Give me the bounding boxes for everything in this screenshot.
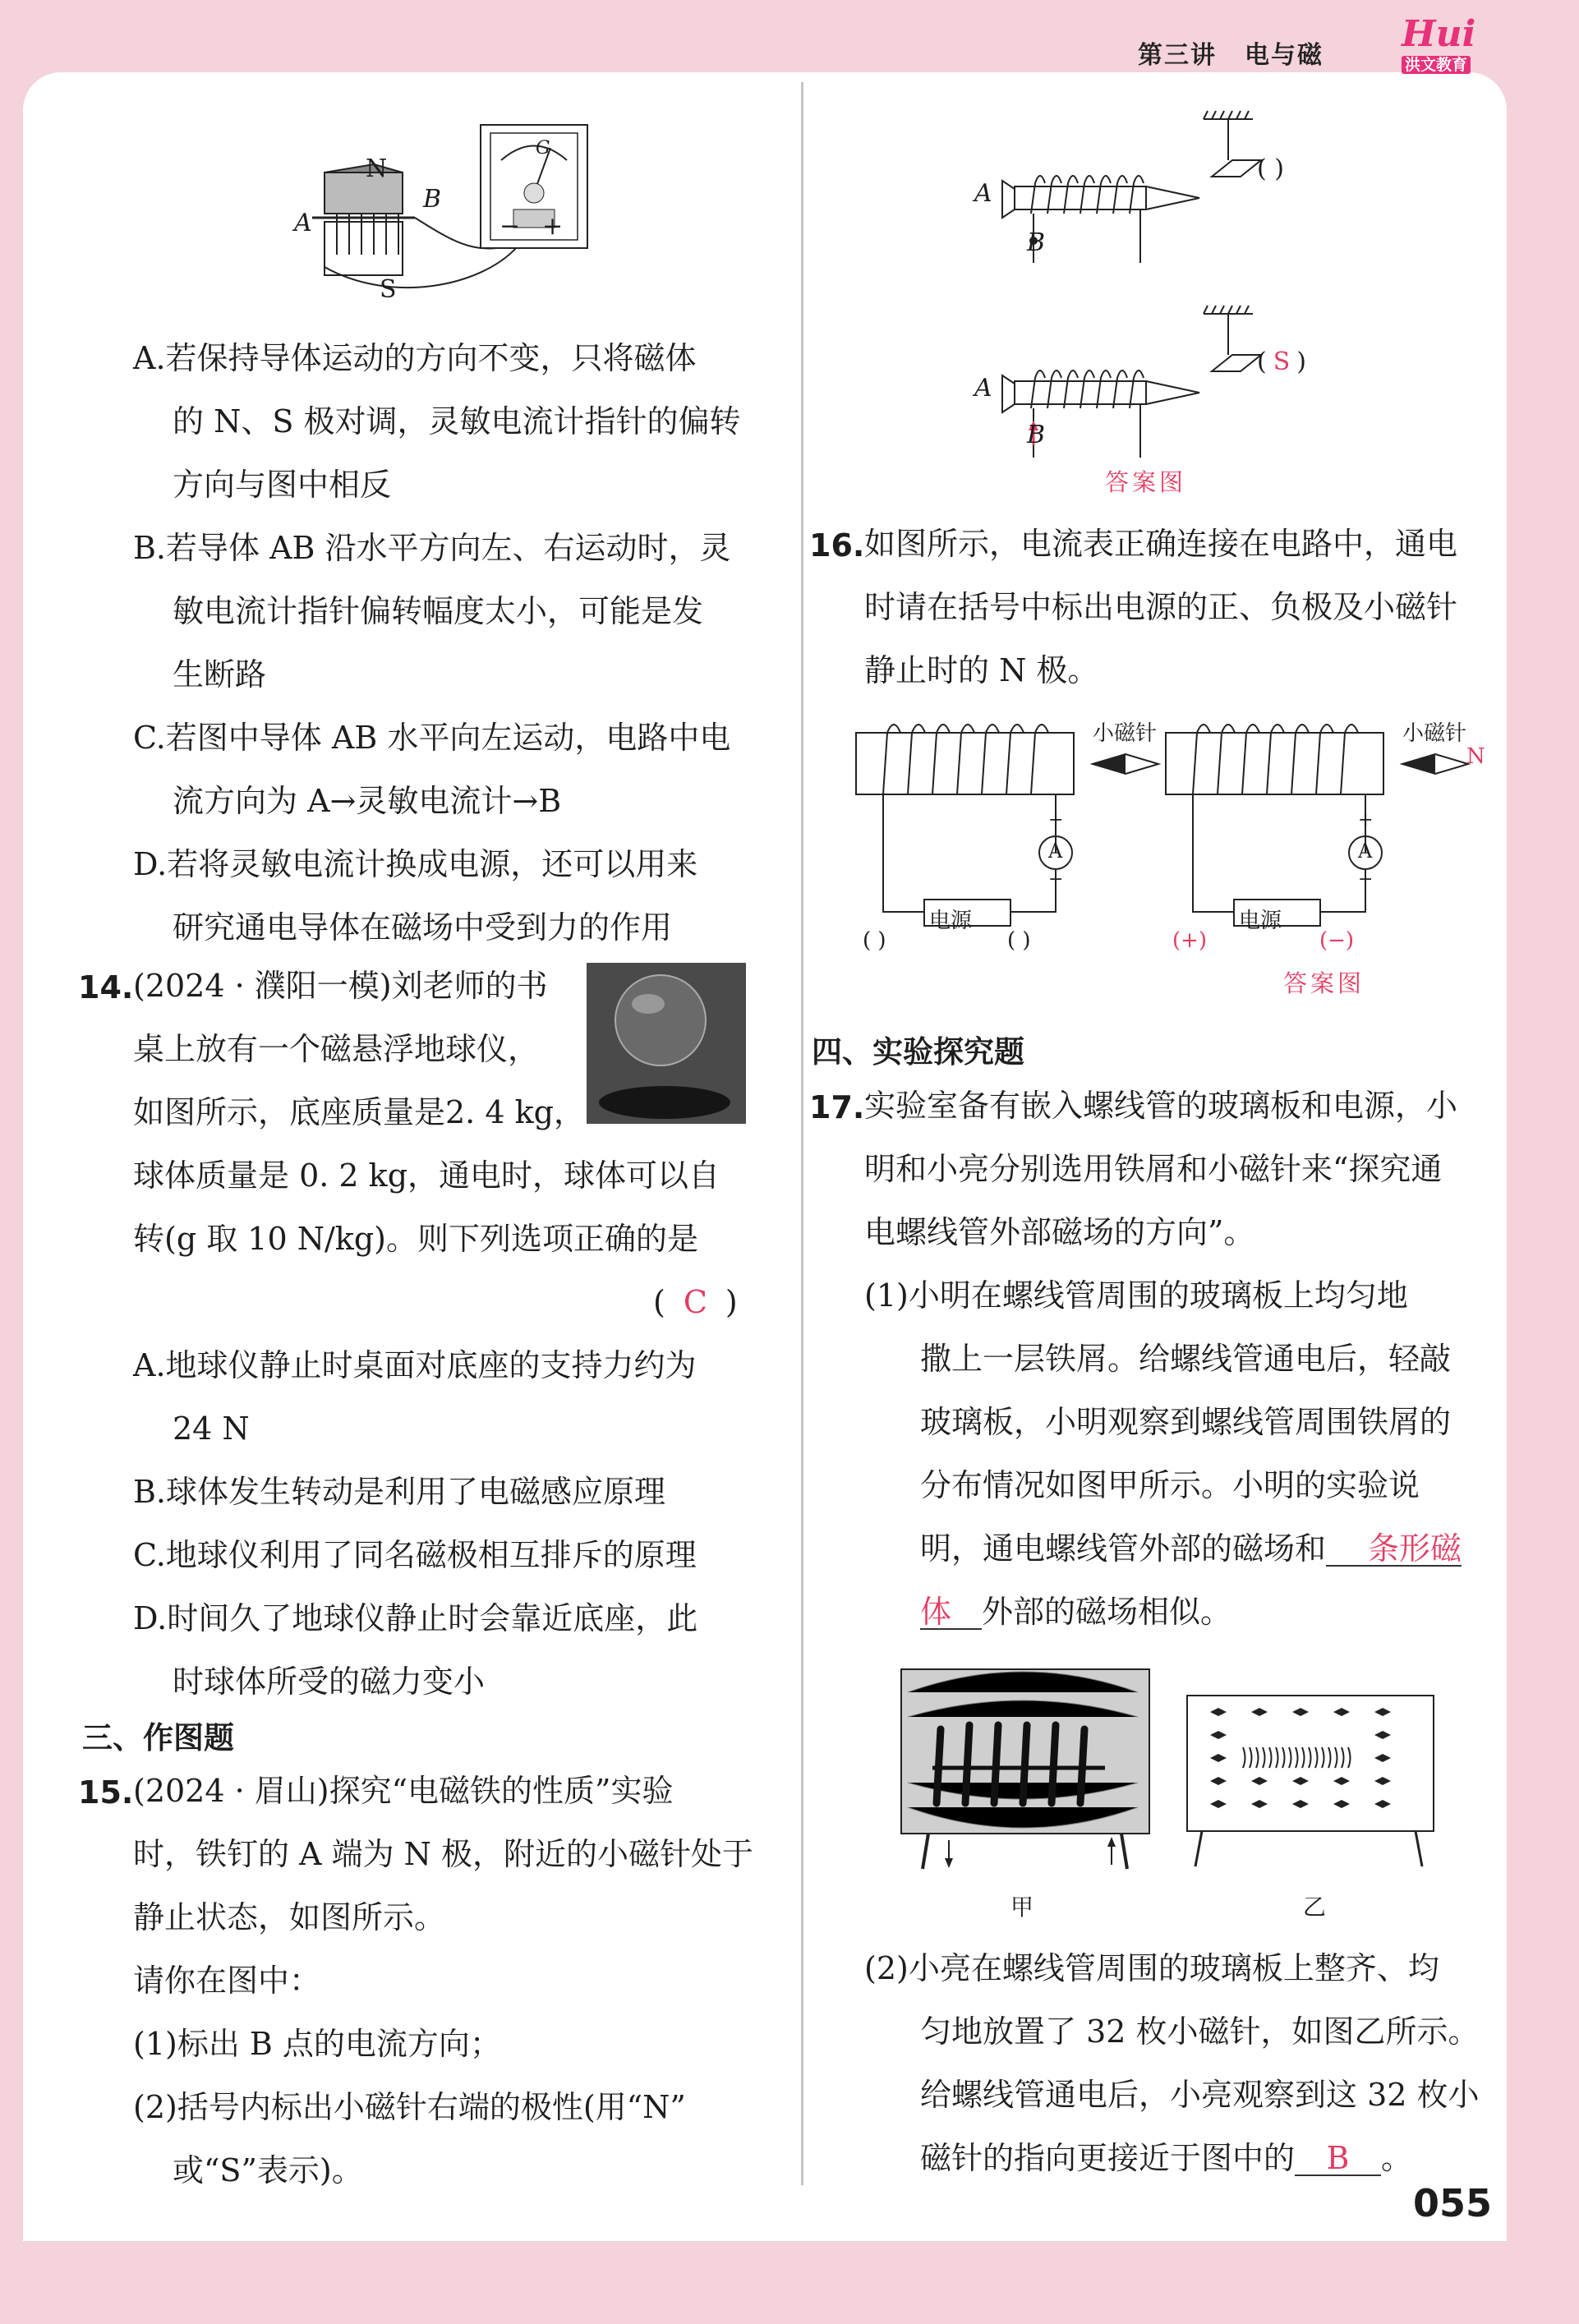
q17-line3: 电螺线管外部磁场的方向”。 xyxy=(864,1214,1255,1250)
q17-p1-line5-text: 明，通电螺线管外部的磁场和 xyxy=(920,1530,1327,1567)
q17-p1-line6 xyxy=(920,1595,1231,1630)
q16-a-right-answer: (−) xyxy=(1319,928,1355,953)
q17-number: 17. xyxy=(809,1089,865,1125)
q13-figure xyxy=(292,115,604,304)
q15-paren-r: ) xyxy=(1296,347,1306,376)
logo-script: Hui xyxy=(1402,13,1476,55)
q13-optA-line3: 方向与图中相反 xyxy=(173,467,392,503)
q16-line3: 静止时的 N 极。 xyxy=(864,652,1099,688)
q14-optC: C.地球仪利用了同名磁极相互排斥的原理 xyxy=(133,1537,697,1573)
q13-optD-line2: 研究通电导体在磁场中受到力的作用 xyxy=(173,909,673,946)
q17-p2-line4 xyxy=(920,2142,1412,2176)
q17-p1-tail: 外部的磁场相似。 xyxy=(982,1594,1232,1630)
q16-q-needle-label: 小磁针 xyxy=(1093,721,1158,746)
q17-p2-line1: (2)小亮在螺线管周围的玻璃板上整齐、均 xyxy=(864,1950,1439,1986)
q15-fig1-label-B: B xyxy=(1027,228,1046,257)
q14-optB: B.球体发生转动是利用了电磁感应原理 xyxy=(133,1474,666,1510)
q14-globe-photo xyxy=(587,963,746,1124)
section-4-title: 四、实验探究题 xyxy=(812,1034,1024,1070)
q16-q-minus: − xyxy=(1048,869,1064,890)
q13-optD-line1: D.若将灵敏电流计换成电源，还可以用来 xyxy=(133,846,698,882)
q17-line1: 实验室备有嵌入螺线管的玻璃板和电源，小 xyxy=(864,1088,1458,1124)
q16-line2: 时请在括号中标出电源的正、负极及小磁针 xyxy=(864,589,1458,625)
column-divider xyxy=(801,82,803,2185)
q15-fig2-answer-paren xyxy=(1257,347,1306,376)
q15-line6: (2)括号内标出小磁针右端的极性(用“N” xyxy=(133,2089,686,2125)
q16-circuit-question xyxy=(854,723,1150,945)
q15-fig1-blank: ( ) xyxy=(1257,154,1284,183)
publisher-logo xyxy=(1402,13,1476,79)
q13-optB-line3: 生断路 xyxy=(173,656,267,693)
page-header xyxy=(1138,35,1324,71)
q13-optB-line2: 敏电流计指针偏转幅度太小，可能是发 xyxy=(173,593,704,629)
q16-a-needle-label: 小磁针 xyxy=(1402,721,1467,746)
q13-label-B: B xyxy=(423,185,442,214)
q14-line3: 如图所示，底座质量是2. 4 kg， xyxy=(133,1094,585,1130)
q17-p1-line4: 分布情况如图甲所示。小明的实验说 xyxy=(920,1467,1420,1503)
q17-line2: 明和小亮分别选用铁屑和小磁针来“探究通 xyxy=(864,1151,1443,1187)
q14-optD-line1: D.时间久了地球仪静止时会靠近底座，此 xyxy=(133,1600,698,1636)
q17-label-jia: 甲 xyxy=(1010,1894,1034,1921)
page-number: 055 xyxy=(1413,2181,1493,2225)
q15-answer-caption: 答案图 xyxy=(1105,468,1187,496)
q16-number: 16. xyxy=(809,527,865,564)
q14-line2: 桌上放有一个磁悬浮地球仪， xyxy=(133,1031,540,1067)
q13-optA-line1: A.若保持导体运动的方向不变，只将磁体 xyxy=(133,340,697,376)
q17-p1-line5 xyxy=(920,1532,1462,1567)
q14-paren-close: ) xyxy=(725,1284,738,1320)
q15-fig1-label-A: A xyxy=(974,179,992,208)
q13-optA-line2: 的 N、S 极对调，灵敏电流计指针的偏转 xyxy=(173,403,741,439)
q14-optD-line2: 时球体所受的磁力变小 xyxy=(173,1664,486,1700)
q15-line2: 时，铁钉的 A 端为 N 极，附近的小磁针处于 xyxy=(133,1836,754,1872)
q15-fig2-label-A: A xyxy=(974,374,992,403)
q17-p2-line3: 给螺线管通电后，小亮观察到这 32 枚小 xyxy=(920,2077,1480,2113)
q17-answer2: B xyxy=(1295,2142,1381,2176)
q17-p1-line3: 玻璃板，小明观察到螺线管周围铁屑的 xyxy=(920,1404,1452,1440)
q15-line3: 静止状态，如图所示。 xyxy=(133,1899,446,1935)
q13-label-S: S xyxy=(380,275,397,304)
q13-label-minus: − xyxy=(499,212,521,241)
q15-line4: 请你在图中： xyxy=(133,1963,321,1999)
q13-label-plus: + xyxy=(542,212,564,241)
q17-figure-yi xyxy=(1185,1694,1440,1875)
q14-paren-open: ( xyxy=(653,1284,665,1320)
q15-line1: (2024 · 眉山)探究“电磁铁的性质”实验 xyxy=(133,1773,674,1809)
q16-a-N-answer: N xyxy=(1466,744,1485,769)
q15-line7: 或“S”表示)。 xyxy=(173,2152,363,2188)
q15-line5: (1)标出 B 点的电流方向； xyxy=(133,2026,501,2062)
q13-optC-line1: C.若图中导体 AB 水平向左运动，电路中电 xyxy=(133,720,731,756)
q16-line1: 如图所示，电流表正确连接在电路中，通电 xyxy=(864,526,1458,562)
q14-number: 14. xyxy=(78,969,134,1006)
topic-label: 电与磁 xyxy=(1245,41,1324,70)
q13-optC-line2: 流方向为 A→灵敏电流计→B xyxy=(173,783,562,819)
q17-p1-line1: (1)小明在螺线管周围的玻璃板上均匀地 xyxy=(864,1277,1408,1314)
q14-line5: 转(g 取 10 N/kg)。则下列选项正确的是 xyxy=(133,1221,698,1257)
q16-q-blank-left: ( ) xyxy=(863,928,886,953)
q14-line1: (2024 · 濮阳一模)刘老师的书 xyxy=(133,968,548,1004)
q16-a-source: 电源 xyxy=(1239,909,1282,933)
q17-answer1a: 条形磁 xyxy=(1326,1532,1462,1567)
q14-answer: C xyxy=(683,1284,707,1320)
q16-q-meter: A xyxy=(1048,840,1063,863)
q16-a-left-answer: (+) xyxy=(1172,928,1208,953)
q13-label-G: G xyxy=(536,138,550,159)
q17-answer1b: 体 xyxy=(920,1595,982,1630)
q17-p2-line4-text: 磁针的指向更接近于图中的 xyxy=(920,2140,1296,2176)
q16-q-plus: + xyxy=(1048,810,1064,831)
q15-answer: S xyxy=(1273,347,1291,376)
q16-a-minus: − xyxy=(1358,869,1374,890)
q16-a-plus: + xyxy=(1358,810,1374,831)
q17-p2-line2: 匀地放置了 32 枚小磁针，如图乙所示。 xyxy=(920,2013,1480,2050)
q16-a-meter: A xyxy=(1358,840,1373,863)
q14-optA-line2: 24 N xyxy=(173,1411,250,1447)
q14-line4: 球体质量是 0. 2 kg，通电时，球体可以自 xyxy=(133,1157,720,1194)
section-3-title: 三、作图题 xyxy=(82,1720,234,1756)
q17-figure-jia xyxy=(900,1668,1154,1881)
q16-q-source: 电源 xyxy=(929,909,973,933)
q15-fig2-label-B: B xyxy=(1027,421,1046,449)
q13-optB-line1: B.若导体 AB 沿水平方向左、右运动时，灵 xyxy=(133,530,731,566)
q15-number: 15. xyxy=(78,1774,134,1811)
q16-circuit-answer xyxy=(1164,723,1460,945)
q13-label-N: N xyxy=(366,154,388,183)
q15-paren-l: ( xyxy=(1257,347,1267,376)
q14-optA-line1: A.地球仪静止时桌面对底座的支持力约为 xyxy=(133,1347,697,1383)
q17-p1-line2: 撒上一层铁屑。给螺线管通电后，轻敲 xyxy=(920,1341,1452,1377)
q16-answer-caption: 答案图 xyxy=(1283,969,1365,997)
q17-p2-tail: 。 xyxy=(1381,2140,1413,2176)
q16-q-blank-right: ( ) xyxy=(1007,928,1031,953)
q14-answer-box xyxy=(653,1286,738,1318)
q17-label-yi: 乙 xyxy=(1303,1894,1327,1921)
logo-brand: 洪文教育 xyxy=(1402,56,1471,74)
q13-label-A: A xyxy=(294,209,312,237)
lecture-label: 第三讲 xyxy=(1138,41,1217,70)
